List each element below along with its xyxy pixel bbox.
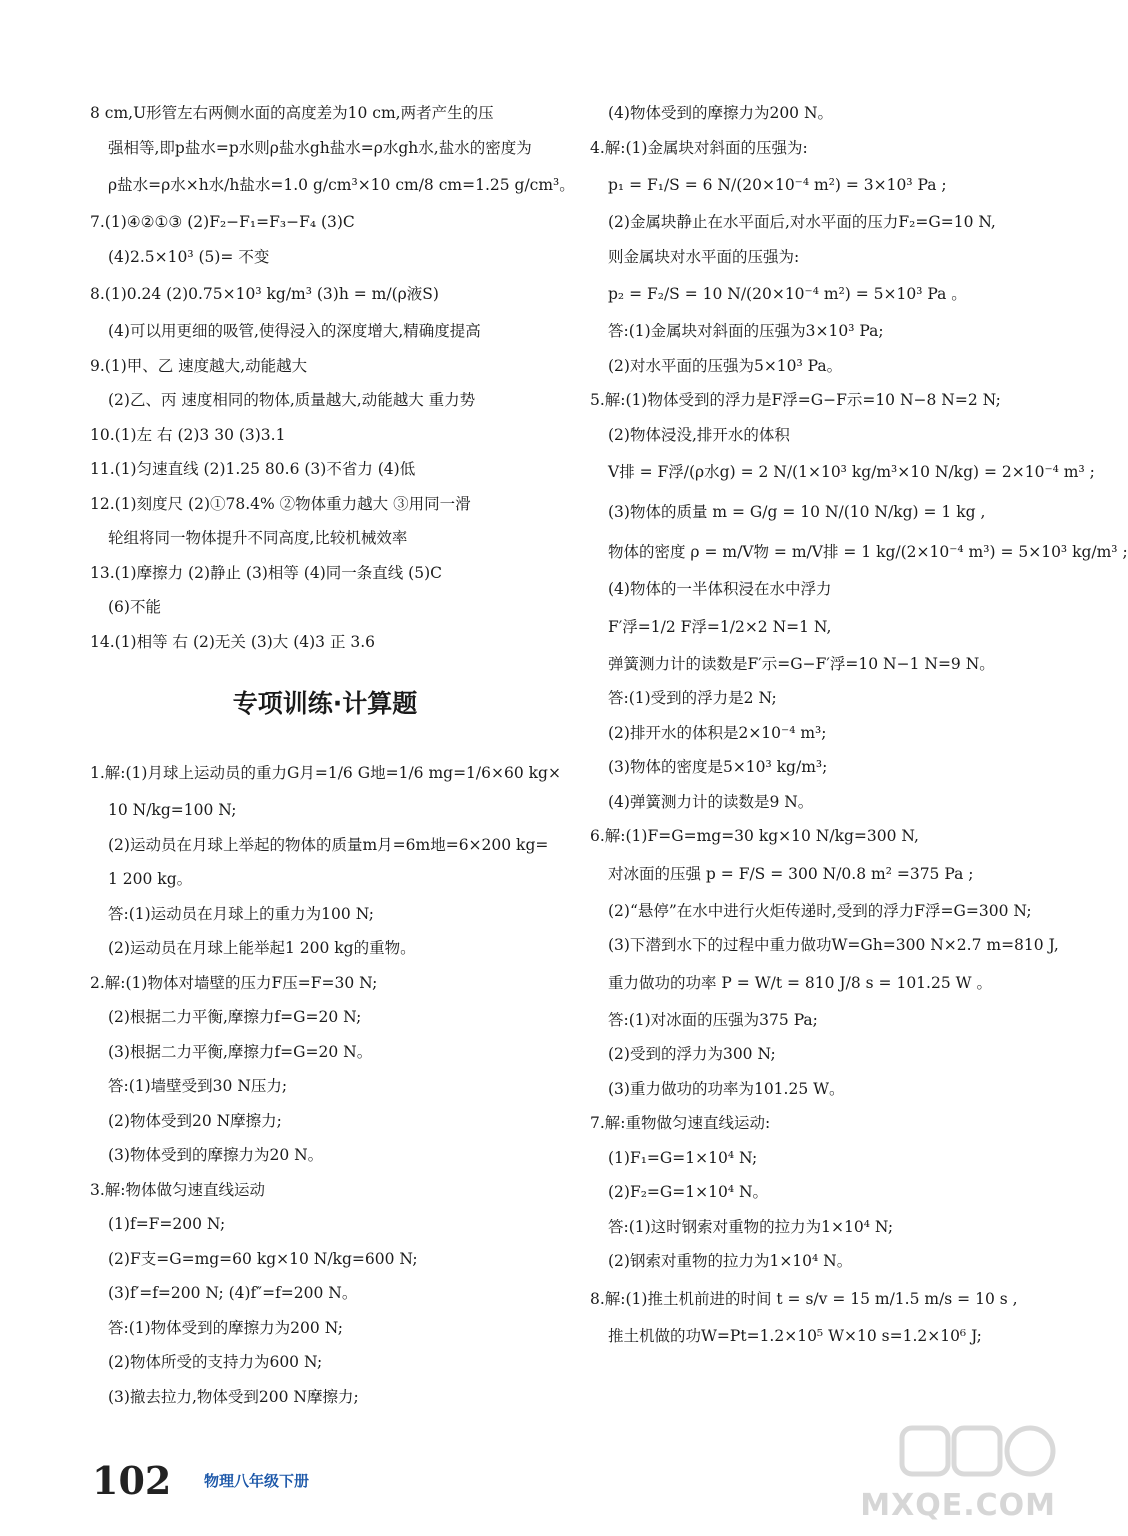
answer-line: (2)钢索对重物的拉力为1×10⁴ N。 <box>608 1252 853 1270</box>
answer-line: 答:(1)金属块对斜面的压强为3×10³ Pa; <box>608 322 884 340</box>
answer-line: 3.解:物体做匀速直线运动 <box>90 1180 266 1199</box>
answer-line: (2)物体受到20 N摩擦力; <box>108 1111 282 1130</box>
answer-line: 11.(1)匀速直线 (2)1.25 80.6 (3)不省力 (4)低 <box>90 460 416 478</box>
page-number: 102 <box>92 1458 172 1503</box>
book-label: 物理八年级下册 <box>204 1472 310 1490</box>
answer-line: (2)受到的浮力为300 N; <box>608 1045 776 1063</box>
answer-line: (3)撤去拉力,物体受到200 N摩擦力; <box>108 1387 359 1406</box>
answer-line: 12.(1)刻度尺 (2)①78.4% ②物体重力越大 ③用同一滑 <box>90 494 471 513</box>
left-answers-bottom <box>90 753 560 1414</box>
answer-line: (6)不能 <box>108 598 161 616</box>
answer-line: 答:(1)运动员在月球上的重力为100 N; <box>108 904 374 923</box>
answer-line: 弹簧测力计的读数是F′示=G−F′浮=10 N−1 N=9 N。 <box>608 654 995 673</box>
answer-line: 答:(1)这时钢索对重物的拉力为1×10⁴ N; <box>608 1217 894 1236</box>
section-title: 专项训练·计算题 <box>232 689 418 718</box>
answer-line: 1 200 kg。 <box>108 870 193 888</box>
left-column <box>90 96 575 1414</box>
answer-line: (2)物体所受的支持力为600 N; <box>108 1353 323 1371</box>
answer-line: p₁ = F₁/S = 6 N/(20×10⁻⁴ m²) = 3×10³ Pa ; <box>608 176 947 194</box>
answer-line: 答:(1)墙壁受到30 N压力; <box>108 1077 288 1095</box>
answer-line: p₂ = F₂/S = 10 N/(20×10⁻⁴ m²) = 5×10³ Pa 。 <box>608 285 967 303</box>
answer-line: (3)物体受到的摩擦力为20 N。 <box>108 1146 324 1164</box>
answer-line: 答:(1)受到的浮力是2 N; <box>608 689 777 707</box>
answer-line: (4)弹簧测力计的读数是9 N。 <box>608 792 814 811</box>
answer-line: 7.解:重物做匀速直线运动: <box>590 1114 771 1132</box>
answer-line: (4)物体的一半体积浸在水中浮力 <box>608 580 832 598</box>
answer-line: 1.解:(1)月球上运动员的重力G月=1/6 G地=1/6 mg=1/6×60 kg× <box>90 764 561 782</box>
answer-line: (2)“悬停”在水中进行火炬传递时,受到的浮力F浮=G=300 N; <box>608 901 1032 920</box>
answer-line: (4)物体受到的摩擦力为200 N。 <box>608 104 834 122</box>
answer-line: (2)排开水的体积是2×10⁻⁴ m³; <box>608 723 827 742</box>
answer-line: 则金属块对水平面的压强为: <box>608 247 800 266</box>
answer-line: 5.解:(1)物体受到的浮力是F浮=G−F示=10 N−8 N=2 N; <box>590 391 1001 409</box>
answer-line: (3)f′=f=200 N; (4)f″=f=200 N。 <box>108 1284 358 1302</box>
answer-line: (1)F₁=G=1×10⁴ N; <box>608 1148 758 1167</box>
answer-line: (2)运动员在月球上举起的物体的质量m月=6m地=6×200 kg= <box>108 835 549 854</box>
answer-line: (2)对水平面的压强为5×10³ Pa。 <box>608 356 843 375</box>
right-answers <box>590 96 1128 1353</box>
answer-line: V排 = F浮/(ρ水g) = 2 N/(1×10³ kg/m³×10 N/kg) = 2×10⁻⁴ m³ ; <box>608 463 1095 481</box>
answer-line: 6.解:(1)F=G=mg=30 kg×10 N/kg=300 N, <box>590 827 919 845</box>
answer-line: 10.(1)左 右 (2)3 30 (3)3.1 <box>90 425 286 444</box>
answer-line: (4)可以用更细的吸管,使得浸入的深度增大,精确度提高 <box>108 322 481 340</box>
answer-line: 14.(1)相等 右 (2)无关 (3)大 (4)3 正 3.6 <box>90 632 376 651</box>
answer-line: 答:(1)对冰面的压强为375 Pa; <box>608 1010 818 1029</box>
answer-line: 重力做功的功率 P = W/t = 810 J/8 s = 101.25 W 。 <box>608 973 992 992</box>
answer-line: (3)物体的密度是5×10³ kg/m³; <box>608 758 828 776</box>
answer-line: (2)F₂=G=1×10⁴ N。 <box>608 1183 769 1201</box>
answer-line: (3)物体的质量 m = G/g = 10 N/(10 N/kg) = 1 kg , <box>608 503 986 521</box>
answer-line: F′浮=1/2 F浮=1/2×2 N=1 N, <box>608 617 832 636</box>
answer-line: 轮组将同一物体提升不同高度,比较机械效率 <box>108 529 408 547</box>
answer-line: 物体的密度 ρ = m/V物 = m/V排 = 1 kg/(2×10⁻⁴ m³) = 5×10³ kg/m³ ; <box>608 543 1128 561</box>
left-answers-top <box>90 96 575 659</box>
answer-line: 10 N/kg=100 N; <box>108 801 237 819</box>
answer-line: (3)根据二力平衡,摩擦力f=G=20 N。 <box>108 1042 373 1061</box>
answer-line: (3)下潜到水下的过程中重力做功W=Gh=300 N×2.7 m=810 J, <box>608 936 1059 954</box>
answer-line: 4.解:(1)金属块对斜面的压强为: <box>590 138 808 157</box>
answer-line: (2)根据二力平衡,摩擦力f=G=20 N; <box>108 1008 362 1026</box>
answer-line: 9.(1)甲、乙 速度越大,动能越大 <box>90 356 308 375</box>
answer-line: 8.(1)0.24 (2)0.75×10³ kg/m³ (3)h = m/(ρ液S) <box>90 285 439 303</box>
answer-line: 强相等,即p盐水=p水则ρ盐水gh盐水=ρ水gh水,盐水的密度为 <box>108 138 532 157</box>
answer-line: 答:(1)物体受到的摩擦力为200 N; <box>108 1318 343 1337</box>
answer-line: 8.解:(1)推土机前进的时间 t = s/v = 15 m/1.5 m/s = 10 s , <box>590 1289 1018 1308</box>
answer-line: 对冰面的压强 p = F/S = 300 N/0.8 m² =375 Pa ; <box>608 864 974 883</box>
answer-line: (3)重力做功的功率为101.25 W。 <box>608 1079 845 1098</box>
answer-line: (4)2.5×10³ (5)= 不变 <box>108 247 270 266</box>
answer-line: (1)f=F=200 N; <box>108 1215 226 1233</box>
answer-line: (2)金属块静止在水平面后,对水平面的压力F₂=G=10 N, <box>608 213 996 231</box>
answer-line: (2)乙、丙 速度相同的物体,质量越大,动能越大 重力势 <box>108 391 476 409</box>
answer-line: 推土机做的功W=Pt=1.2×10⁵ W×10 s=1.2×10⁶ J; <box>608 1326 982 1345</box>
answer-line: (2)运动员在月球上能举起1 200 kg的重物。 <box>108 939 416 957</box>
answer-line: (2)F支=G=mg=60 kg×10 N/kg=600 N; <box>108 1249 418 1268</box>
watermark-site: MXQE.COM <box>860 1488 1056 1523</box>
right-column <box>590 96 1128 1353</box>
answer-line: ρ盐水=ρ水×h水/h盐水=1.0 g/cm³×10 cm/8 cm=1.25 g/cm³。 <box>108 176 575 194</box>
answer-line: 8 cm,U形管左右两侧水面的高度差为10 cm,两者产生的压 <box>90 104 494 122</box>
answer-line: (2)物体浸没,排开水的体积 <box>608 425 790 444</box>
answer-line: 2.解:(1)物体对墙壁的压力F压=F=30 N; <box>90 973 378 992</box>
answer-line: 13.(1)摩擦力 (2)静止 (3)相等 (4)同一条直线 (5)C <box>90 563 442 582</box>
answer-line: 7.(1)④②①③ (2)F₂−F₁=F₃−F₄ (3)C <box>90 213 355 231</box>
